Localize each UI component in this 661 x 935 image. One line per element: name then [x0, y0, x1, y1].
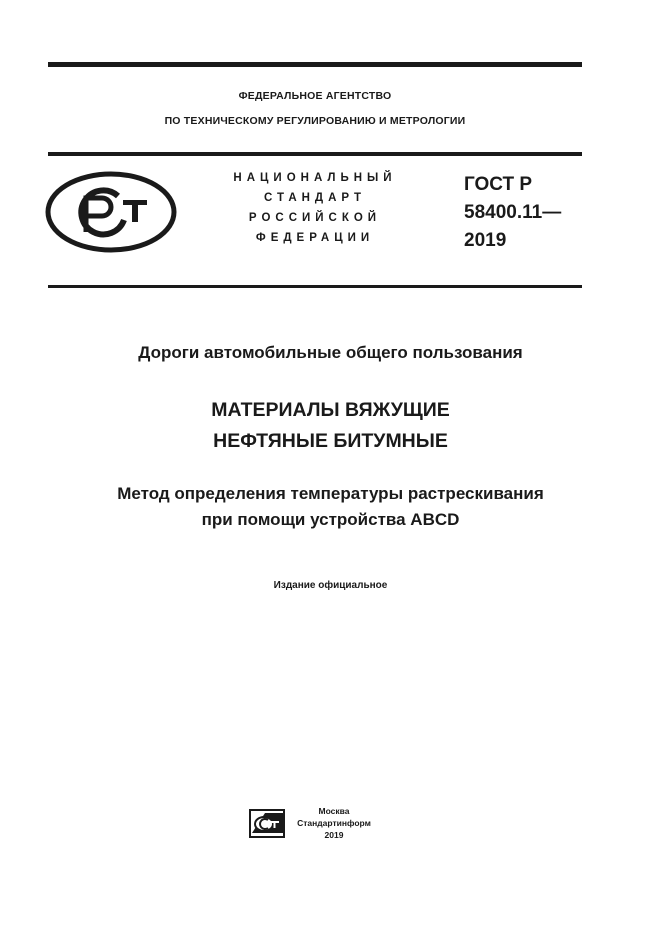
publication-year: 2019: [324, 830, 344, 840]
national-line-3: РОССИЙСКОЙ: [248, 212, 382, 224]
national-line-4: ФЕДЕРАЦИИ: [255, 232, 375, 244]
standartinform-logo-icon: [249, 809, 287, 838]
national-line-1: НАЦИОНАЛЬНЫЙ: [233, 172, 397, 184]
publisher-city: Москва: [318, 806, 350, 816]
designation-line-3: 2019: [464, 230, 507, 251]
national-line-2: СТАНДАРТ: [264, 192, 366, 204]
middle-rule: [48, 152, 582, 156]
top-rule: [48, 62, 582, 67]
edition-note: Издание официальное: [273, 580, 388, 591]
bottom-rule: [48, 285, 582, 288]
rst-certification-mark-icon: [44, 170, 178, 254]
method-line-2: при помощи устройства ABCD: [201, 510, 460, 529]
agency-line-2: ПО ТЕХНИЧЕСКОМУ РЕГУЛИРОВАНИЮ И МЕТРОЛОГИИ: [164, 115, 466, 127]
document-subtitle: Дороги автомобильные общего пользования: [138, 343, 523, 362]
publisher-name: Стандартинформ: [297, 818, 371, 828]
designation-line-1: ГОСТ Р: [464, 174, 533, 195]
designation-line-2: 58400.11—: [464, 202, 562, 223]
agency-line-1: ФЕДЕРАЛЬНОЕ АГЕНТСТВО: [238, 90, 392, 102]
method-line-1: Метод определения температуры растрескивания: [117, 484, 544, 503]
title-line-2: НЕФТЯНЫЕ БИТУМНЫЕ: [213, 430, 448, 452]
title-line-1: МАТЕРИАЛЫ ВЯЖУЩИЕ: [211, 399, 450, 421]
